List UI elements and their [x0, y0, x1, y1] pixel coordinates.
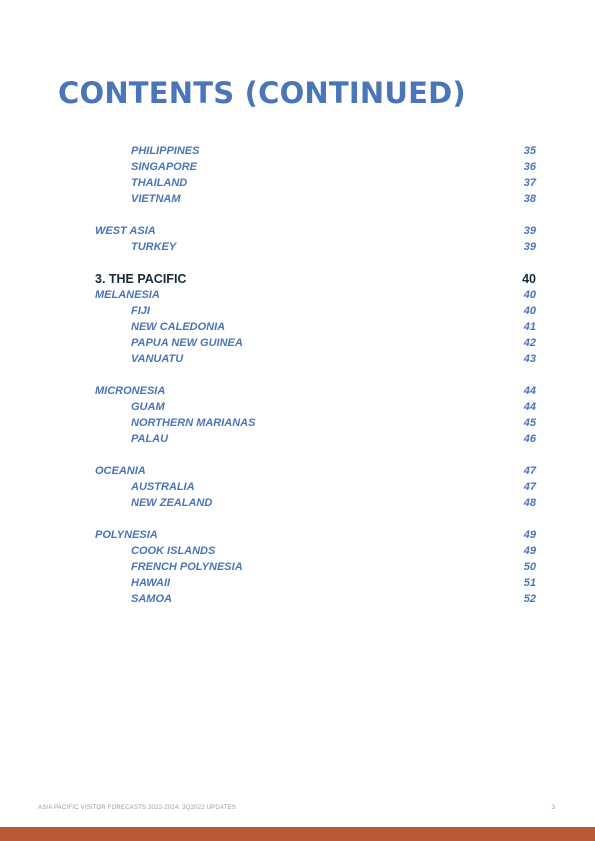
toc-entry-label: OCEANIA	[95, 465, 146, 477]
toc-entry[interactable]	[0, 575, 595, 591]
toc-entry-page: 40	[522, 272, 536, 286]
toc-entry[interactable]	[0, 399, 595, 415]
toc-entry[interactable]	[0, 383, 595, 399]
toc-entry-page: 39	[523, 225, 536, 237]
toc-entry[interactable]	[0, 543, 595, 559]
toc-entry-label: NORTHERN MARIANAS	[131, 417, 256, 429]
toc-entry-page: 52	[523, 593, 536, 605]
toc-entry-label: POLYNESIA	[95, 529, 158, 541]
toc-entry-page: 37	[523, 177, 536, 189]
toc-entry[interactable]	[0, 591, 595, 607]
toc-entry-page: 49	[523, 545, 536, 557]
toc-entry[interactable]	[0, 319, 595, 335]
toc-entry[interactable]	[0, 351, 595, 367]
toc-entry-label: NEW CALEDONIA	[131, 321, 226, 333]
toc-entry-page: 35	[523, 145, 536, 157]
toc-entry-label: VIETNAM	[131, 193, 181, 205]
toc-entry-label: WEST ASIA	[95, 225, 156, 237]
toc-entry[interactable]	[0, 191, 595, 207]
toc-entry-page: 39	[523, 241, 536, 253]
footer-page-number: 3	[551, 805, 555, 811]
toc-entry[interactable]	[0, 527, 595, 543]
toc-entry-label: SINGAPORE	[131, 161, 198, 173]
toc-entry-label: THAILAND	[131, 177, 188, 189]
toc-entry[interactable]	[0, 431, 595, 447]
toc-entry-page: 40	[523, 305, 536, 317]
footer-bar	[0, 827, 595, 841]
toc-entry-page: 49	[523, 529, 536, 541]
toc-entry-label: TURKEY	[131, 241, 177, 253]
toc-entry-label: FIJI	[131, 305, 150, 317]
toc-entry-label: MICRONESIA	[95, 385, 166, 397]
toc-entry-label: PAPUA NEW GUINEA	[131, 337, 243, 349]
toc-entry-page: 41	[523, 321, 536, 333]
toc-entry-page: 43	[523, 353, 536, 365]
toc-entry-page: 40	[523, 289, 536, 301]
toc-entry-label: PHILIPPINES	[131, 145, 200, 157]
toc-entry-page: 48	[523, 497, 536, 509]
toc-entry-label: AUSTRALIA	[131, 481, 195, 493]
toc-entry-page: 50	[523, 561, 536, 573]
toc-entry[interactable]	[0, 495, 595, 511]
toc-entry-page: 46	[523, 433, 536, 445]
toc-entry-page: 47	[523, 465, 536, 477]
toc-entry-page: 36	[523, 161, 536, 173]
toc-entry-page: 45	[523, 417, 536, 429]
toc-entry-label: NEW ZEALAND	[131, 497, 213, 509]
toc-entry[interactable]	[0, 143, 595, 159]
toc-entry[interactable]	[0, 463, 595, 479]
toc-entry[interactable]	[0, 287, 595, 303]
toc-entry-label: SAMOA	[131, 593, 172, 605]
toc-entry[interactable]	[0, 175, 595, 191]
toc-entry[interactable]	[0, 270, 595, 288]
toc-entry-label: PALAU	[131, 433, 169, 445]
toc-entry[interactable]	[0, 303, 595, 319]
toc-entry[interactable]	[0, 159, 595, 175]
toc-entry-page: 44	[523, 401, 536, 413]
toc-entry-label: GUAM	[131, 401, 165, 413]
toc-entry[interactable]	[0, 239, 595, 255]
footer-text: ASIA PACIFIC VISITOR FORECASTS 2022-2024: 3Q2022 UPDATES	[38, 805, 236, 811]
toc-entry-page: 38	[523, 193, 536, 205]
toc-entry-label: VANUATU	[131, 353, 184, 365]
toc-entry[interactable]	[0, 335, 595, 351]
toc-entry-label: COOK ISLANDS	[131, 545, 216, 557]
toc-entry-page: 44	[523, 385, 536, 397]
toc-entry-label: HAWAII	[131, 577, 171, 589]
toc-entry-page: 47	[523, 481, 536, 493]
toc-entry-label: 3. THE PACIFIC	[95, 272, 187, 286]
toc-entry[interactable]	[0, 479, 595, 495]
toc-entry[interactable]	[0, 559, 595, 575]
page-title: CONTENTS (CONTINUED)	[58, 76, 466, 110]
toc-entry[interactable]	[0, 223, 595, 239]
toc-entry-page: 42	[523, 337, 536, 349]
toc-entry-label: MELANESIA	[95, 289, 160, 301]
toc-entry-page: 51	[523, 577, 536, 589]
toc-entry-label: FRENCH POLYNESIA	[131, 561, 243, 573]
toc-entry[interactable]	[0, 415, 595, 431]
